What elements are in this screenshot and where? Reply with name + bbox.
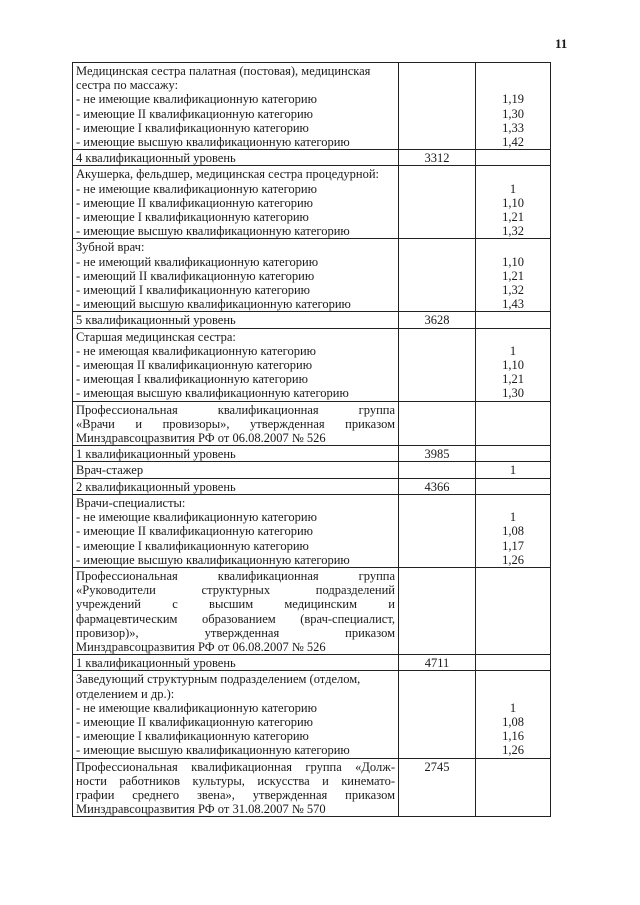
coefficient-cell: [476, 239, 551, 312]
coefficient-cell: [476, 462, 551, 478]
coefficient-value: [479, 64, 547, 78]
coefficient-cell: [476, 328, 551, 401]
position-name-cell: [73, 150, 399, 166]
coefficient-value: 1,21: [502, 372, 524, 387]
position-name-line: - имеющие II квалификационную категорию: [76, 714, 314, 729]
table-row: [73, 758, 551, 817]
coefficient-value: [479, 330, 547, 344]
coefficient-value: 1,26: [502, 743, 524, 758]
position-name-line: - имеющие I квалификационную категорию: [76, 538, 309, 553]
position-name-line: графии среднего звена», утвержденная приказом: [76, 787, 395, 802]
position-name-line: - имеющие высшую квалификационную категорию: [76, 224, 350, 239]
coefficient-value: 1,10: [502, 195, 524, 210]
coefficient-value: 1,33: [502, 120, 524, 135]
base-salary-cell: [399, 239, 476, 312]
position-name-cell: [73, 758, 399, 817]
table-row: [73, 655, 551, 671]
coefficient-value: 1,19: [502, 92, 524, 107]
position-name-cell: [73, 478, 399, 494]
coefficient-value: [479, 656, 547, 670]
position-name-cell: [73, 446, 399, 462]
position-name-line: - имеющие высшую квалификационную категорию: [76, 135, 350, 150]
position-name-line: Старшая медицинская сестра:: [76, 329, 236, 344]
position-name-line: Профессиональная квалификационная группа: [76, 568, 395, 583]
coefficient-value: [479, 569, 547, 583]
base-salary-cell: [399, 478, 476, 494]
position-name-line: - имеющие I квалификационную категорию: [76, 120, 309, 135]
coefficient-value: [479, 480, 547, 494]
coefficient-cell: [476, 401, 551, 446]
position-name-cell: [73, 401, 399, 446]
table-row: [73, 312, 551, 328]
position-name-line: - имеющие II квалификационную категорию: [76, 106, 314, 121]
base-salary-cell: [399, 655, 476, 671]
position-name-cell: [73, 494, 399, 567]
coefficient-value: 1: [509, 181, 517, 196]
coefficient-value: [479, 403, 547, 417]
position-name-cell: [73, 166, 399, 239]
position-name-line: - не имеющая квалификационную категорию: [76, 343, 316, 358]
coefficient-value: 1,32: [502, 224, 524, 239]
table-row: [73, 166, 551, 239]
base-salary-cell: [399, 312, 476, 328]
position-name-line: - имеющая II квалификационную категорию: [76, 358, 313, 373]
base-salary-cell: [399, 166, 476, 239]
table-row: [73, 478, 551, 494]
position-name-line: - не имеющие квалификационную категорию: [76, 92, 317, 107]
coefficient-value: 1,21: [502, 210, 524, 225]
table-row: [73, 328, 551, 401]
coefficient-value: [479, 687, 547, 701]
position-name-line: 4 квалификационный уровень: [76, 151, 236, 166]
position-name-line: 2 квалификационный уровень: [76, 479, 236, 494]
position-name-line: 5 квалификационный уровень: [76, 313, 236, 328]
position-name-line: - имеющие высшую квалификационную категорию: [76, 552, 350, 567]
position-name-line: ности работников культуры, искусства и кинемато-: [76, 773, 395, 788]
position-name-line: Зубной врач:: [76, 240, 145, 255]
coefficient-cell: [476, 63, 551, 150]
coefficient-value: [479, 760, 547, 774]
coefficient-value: 1,32: [502, 283, 524, 298]
salary-coefficient-table: [72, 62, 551, 817]
coefficient-cell: [476, 494, 551, 567]
base-salary-value: 4711: [424, 656, 450, 671]
coefficient-value: 1,26: [502, 552, 524, 567]
position-name-line: Минздравсоцразвития РФ от 31.08.2007 № 570: [76, 802, 326, 817]
coefficient-value: 1: [509, 343, 517, 358]
coefficient-value: 1,10: [502, 254, 524, 269]
base-salary-value: 3985: [424, 447, 450, 462]
coefficient-cell: [476, 567, 551, 654]
coefficient-cell: [476, 166, 551, 239]
position-name-line: учреждений с высшим медицинским и: [76, 597, 395, 612]
base-salary-cell: [399, 328, 476, 401]
position-name-line: Акушерка, фельдшер, медицинская сестра процедурной:: [76, 167, 380, 182]
position-name-cell: [73, 239, 399, 312]
coefficient-value: [479, 78, 547, 92]
position-name-line: Минздравсоцразвития РФ от 06.08.2007 № 526: [76, 431, 326, 446]
position-name-line: Профессиональная квалификационная группа «Долж-: [76, 759, 395, 774]
coefficient-value: [479, 447, 547, 461]
table-row: [73, 567, 551, 654]
coefficient-cell: [476, 478, 551, 494]
table-row: [73, 462, 551, 478]
coefficient-cell: [476, 312, 551, 328]
base-salary-value: 4366: [424, 479, 450, 494]
position-name-line: - имеющие I квалификационную категорию: [76, 210, 309, 225]
base-salary-cell: [399, 494, 476, 567]
coefficient-value: 1,30: [502, 386, 524, 401]
coefficient-value: 1,43: [502, 297, 524, 312]
coefficient-value: 1,30: [502, 106, 524, 121]
coefficient-cell: [476, 446, 551, 462]
coefficient-value: 1,17: [502, 538, 524, 553]
base-salary-cell: [399, 462, 476, 478]
position-name-line: - имеющий II квалификационную категорию: [76, 268, 315, 283]
table-row: [73, 446, 551, 462]
coefficient-value: 1,42: [502, 135, 524, 150]
position-name-line: сестра по массажу:: [76, 78, 179, 93]
coefficient-value: 1: [509, 463, 517, 478]
position-name-line: - имеющая I квалификационную категорию: [76, 372, 308, 387]
position-name-line: - имеющие высшую квалификационную категорию: [76, 743, 350, 758]
position-name-line: - не имеющий квалификационную категорию: [76, 254, 319, 269]
position-name-line: - имеющая высшую квалификационную категорию: [76, 386, 349, 401]
position-name-line: Минздравсоцразвития РФ от 06.08.2007 № 526: [76, 639, 326, 654]
coefficient-value: [479, 672, 547, 686]
position-name-line: Заведующий структурным подразделением (отделом,: [76, 672, 361, 687]
table-row: [73, 494, 551, 567]
table-row: [73, 401, 551, 446]
position-name-line: - имеющие I квалификационную категорию: [76, 729, 309, 744]
table-row: [73, 239, 551, 312]
base-salary-cell: [399, 401, 476, 446]
position-name-cell: [73, 462, 399, 478]
position-name-line: Профессиональная квалификационная группа: [76, 402, 395, 417]
position-name-cell: [73, 567, 399, 654]
table-row: [73, 671, 551, 758]
coefficient-cell: [476, 150, 551, 166]
coefficient-value: [479, 313, 547, 327]
base-salary-cell: [399, 446, 476, 462]
position-name-line: 1 квалификационный уровень: [76, 447, 236, 462]
position-name-line: Врач-стажер: [76, 463, 144, 478]
position-name-line: - не имеющие квалификационную категорию: [76, 181, 317, 196]
coefficient-value: 1,16: [502, 729, 524, 744]
coefficient-cell: [476, 758, 551, 817]
coefficient-value: 1,10: [502, 358, 524, 373]
table-body: [73, 63, 551, 817]
page-number: 11: [555, 36, 568, 51]
base-salary-cell: [399, 567, 476, 654]
coefficient-value: 1,21: [502, 268, 524, 283]
position-name-line: «Руководители структурных подразделений: [76, 583, 395, 598]
coefficient-value: 1,08: [502, 524, 524, 539]
base-salary-cell: [399, 671, 476, 758]
position-name-line: провизор)», утвержденная приказом: [76, 625, 395, 640]
base-salary-value: 3628: [424, 313, 450, 328]
coefficient-value: [479, 240, 547, 254]
position-name-line: - имеющие II квалификационную категорию: [76, 524, 314, 539]
base-salary-cell: [399, 150, 476, 166]
position-name-line: - не имеющие квалификационную категорию: [76, 700, 317, 715]
coefficient-cell: [476, 671, 551, 758]
base-salary-value: 3312: [424, 151, 450, 166]
position-name-line: - не имеющие квалификационную категорию: [76, 510, 317, 525]
position-name-line: «Врачи и провизоры», утвержденная приказом: [76, 416, 395, 431]
coefficient-value: 1: [509, 700, 517, 715]
coefficient-cell: [476, 655, 551, 671]
position-name-cell: [73, 312, 399, 328]
coefficient-value: 1,08: [502, 714, 524, 729]
position-name-line: - имеющие II квалификационную категорию: [76, 195, 314, 210]
coefficient-value: [479, 167, 547, 181]
table-row: [73, 150, 551, 166]
position-name-line: 1 квалификационный уровень: [76, 656, 236, 671]
position-name-line: фармацевтическим образованием (врач-специалист,: [76, 611, 395, 626]
position-name-cell: [73, 655, 399, 671]
position-name-line: Медицинская сестра палатная (постовая), медицинская: [76, 64, 371, 78]
position-name-line: отделением и др.):: [76, 686, 175, 701]
table-row: [73, 63, 551, 150]
coefficient-value: [479, 151, 547, 165]
coefficient-value: 1: [509, 510, 517, 525]
base-salary-cell: [399, 63, 476, 150]
position-name-cell: [73, 328, 399, 401]
position-name-cell: [73, 671, 399, 758]
position-name-line: - имеющий I квалификационную категорию: [76, 283, 310, 298]
position-name-line: Врачи-специалисты:: [76, 495, 186, 510]
position-name-line: - имеющий высшую квалификационную категорию: [76, 297, 351, 312]
base-salary-cell: [399, 758, 476, 817]
position-name-cell: [73, 63, 399, 150]
coefficient-value: [479, 496, 547, 510]
base-salary-value: 2745: [424, 759, 450, 774]
